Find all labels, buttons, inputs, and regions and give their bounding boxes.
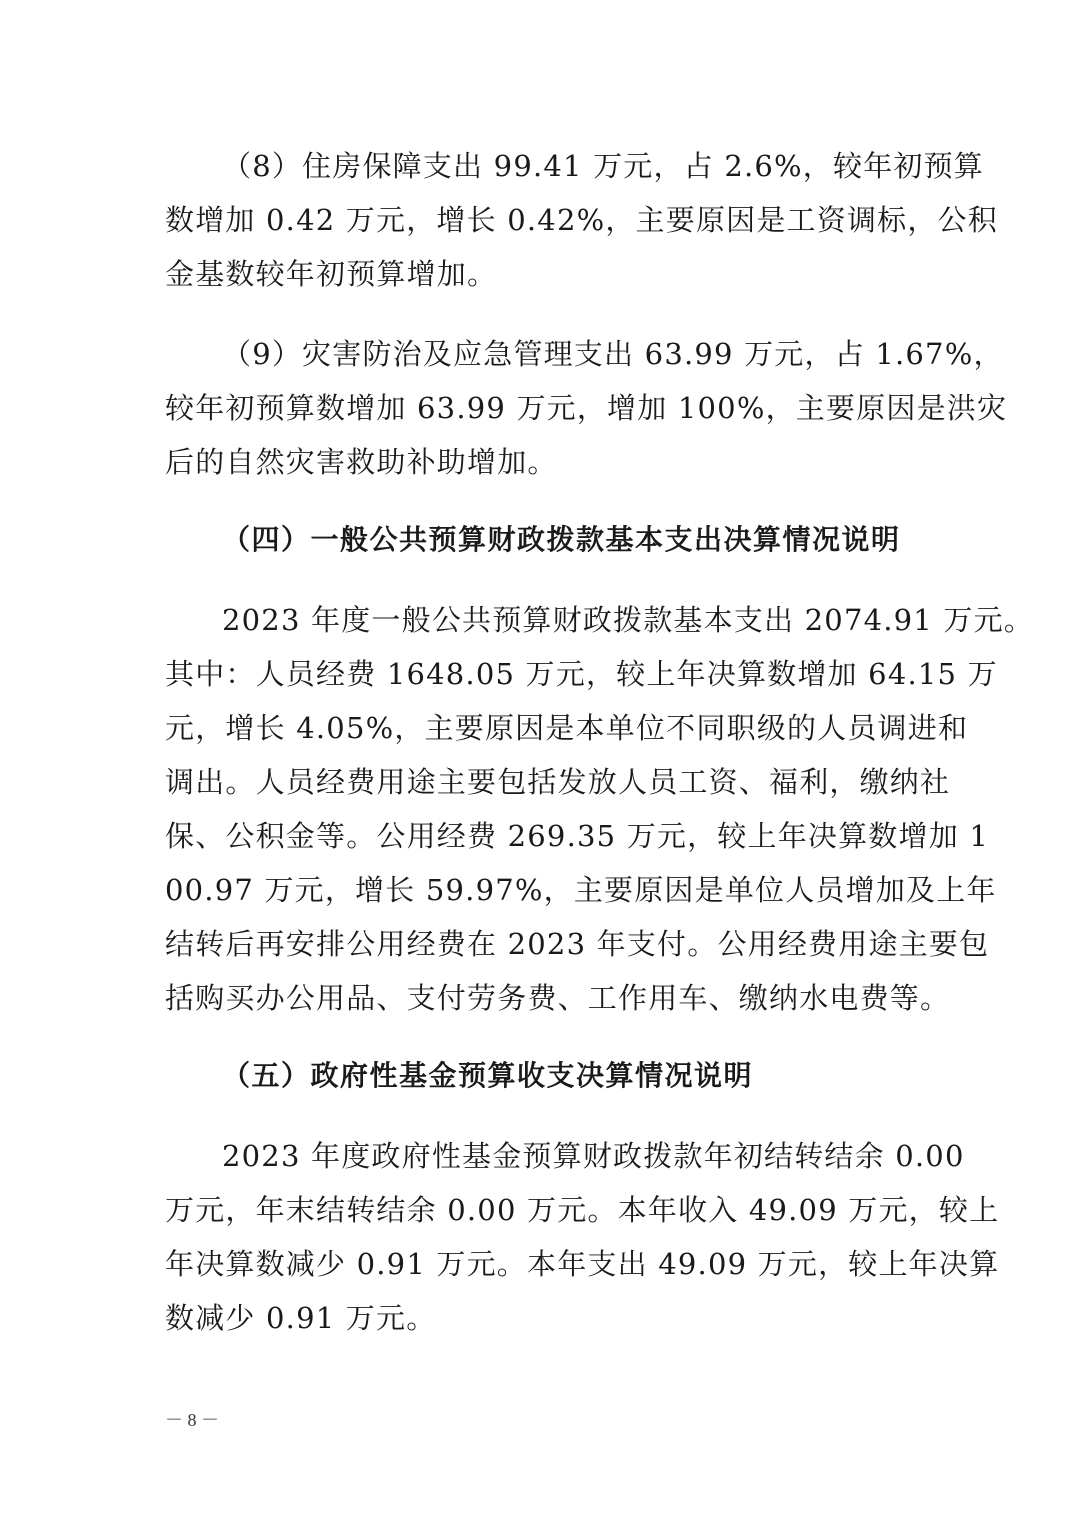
basic-expenditure-line-6: 00.97 万元，增长 59.97%，主要原因是单位人员增加及上年 (165, 873, 997, 907)
paragraph-8-line-1: （8）住房保障支出 99.41 万元，占 2.6%，较年初预算 (222, 149, 985, 183)
fund-line-2: 万元，年末结转结余 0.00 万元。本年收入 49.09 万元，较上 (165, 1193, 1000, 1227)
paragraph-9-line-3: 后的自然灾害救助补助增加。 (165, 445, 558, 479)
fund-line-3: 年决算数减少 0.91 万元。本年支出 49.09 万元，较上年决算 (165, 1247, 1000, 1281)
basic-expenditure-line-8: 括购买办公用品、支付劳务费、工作用车、缴纳水电费等。 (165, 981, 951, 1015)
section-heading-4: （四）一般公共预算财政拨款基本支出决算情况说明 (222, 523, 901, 556)
paragraph-9-line-1: （9）灾害防治及应急管理支出 63.99 万元，占 1.67%， (222, 337, 1004, 371)
paragraph-8-line-2: 数增加 0.42 万元，增长 0.42%，主要原因是工资调标，公积 (165, 203, 998, 237)
basic-expenditure-line-5: 保、公积金等。公用经费 269.35 万元，较上年决算数增加 1 (165, 819, 989, 853)
page-number: － 8 － (165, 1410, 219, 1430)
basic-expenditure-line-1: 2023 年度一般公共预算财政拨款基本支出 2074.91 万元。 (222, 603, 1034, 637)
basic-expenditure-line-2: 其中：人员经费 1648.05 万元，较上年决算数增加 64.15 万 (165, 657, 998, 691)
basic-expenditure-line-3: 元，增长 4.05%，主要原因是本单位不同职级的人员调进和 (165, 711, 969, 745)
section-heading-5: （五）政府性基金预算收支决算情况说明 (222, 1059, 754, 1092)
fund-line-4: 数减少 0.91 万元。 (165, 1301, 437, 1335)
paragraph-8-line-3: 金基数较年初预算增加。 (165, 257, 498, 291)
fund-line-1: 2023 年度政府性基金预算财政拨款年初结转结余 0.00 (222, 1139, 965, 1173)
paragraph-9-line-2: 较年初预算数增加 63.99 万元，增加 100%，主要原因是洪灾 (165, 391, 1008, 425)
basic-expenditure-line-7: 结转后再安排公用经费在 2023 年支付。公用经费用途主要包 (165, 927, 990, 961)
basic-expenditure-line-4: 调出。人员经费用途主要包括发放人员工资、福利，缴纳社 (165, 765, 951, 799)
